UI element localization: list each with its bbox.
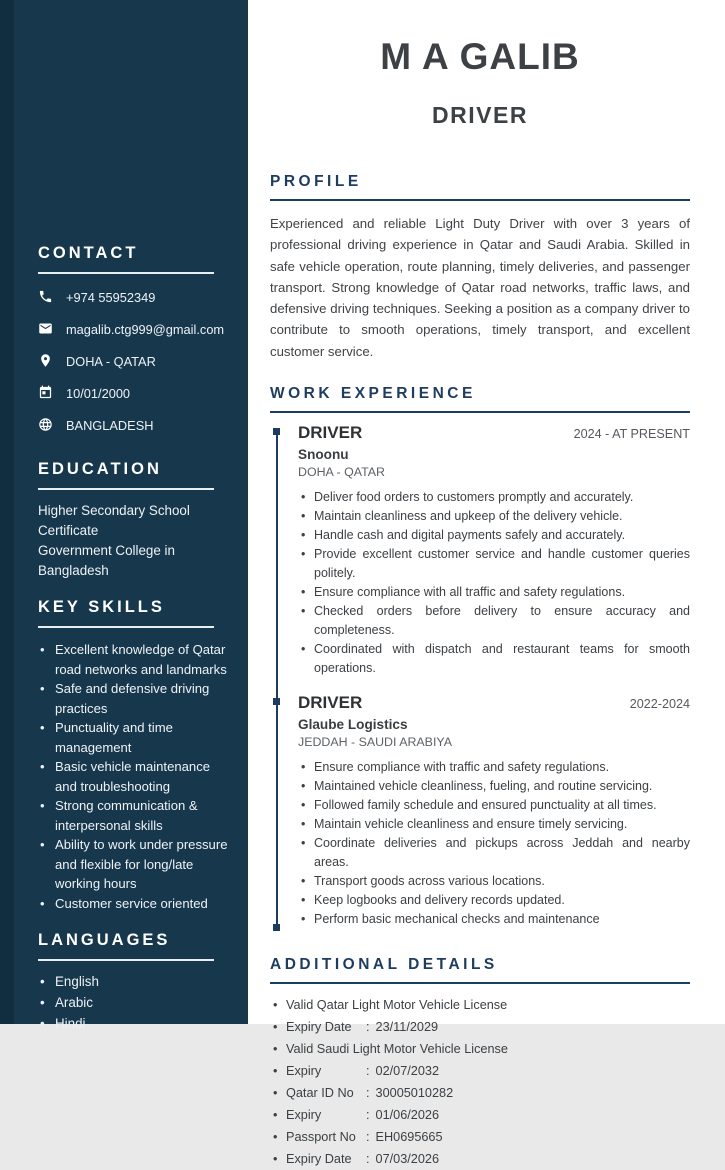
- language-item: • Arabic: [38, 992, 234, 1013]
- skill-item: • Safe and defensive driving practices: [38, 679, 234, 718]
- skill-item: • Punctuality and time management: [38, 718, 234, 757]
- detail-label: • Expiry: [286, 1064, 322, 1079]
- detail-value: 30005010282: [375, 1086, 454, 1101]
- timeline-dot: [273, 698, 280, 705]
- job-bullet: • Ensure compliance with all traffic and safety regulations.: [298, 583, 690, 602]
- contact-email-text: magalib.ctg999@gmail.com: [66, 322, 225, 337]
- detail-row: [270, 1016, 690, 1038]
- detail-row: [270, 1038, 690, 1060]
- education-heading: EDUCATION: [38, 460, 162, 478]
- job-bullet: • Maintain cleanliness and upkeep of the delivery vehicle.: [298, 507, 690, 526]
- profile-section: [270, 173, 690, 362]
- contact-item-birthdate: [38, 385, 234, 402]
- job-bullet: • Ensure compliance with traffic and safety regulations.: [298, 758, 690, 777]
- job-bullets: [298, 758, 690, 929]
- profile-heading: PROFILE: [270, 173, 362, 190]
- education-line: Bangladesh: [38, 563, 109, 578]
- detail-row: [270, 1082, 690, 1104]
- languages-section: [38, 931, 234, 1034]
- education-line: Government College in: [38, 543, 175, 558]
- key-skills-list: [38, 640, 234, 913]
- job-bullet: • Coordinate deliveries and pickups across Jeddah and nearby areas.: [298, 834, 690, 872]
- contact-location-text: DOHA - QATAR: [66, 354, 156, 369]
- detail-separator: :: [366, 1086, 370, 1101]
- detail-value: 01/06/2026: [375, 1108, 440, 1123]
- job-bullet: • Maintained vehicle cleanliness, fueling, and routine servicing.: [298, 777, 690, 796]
- skill-item: • Customer service oriented: [38, 894, 234, 914]
- contact-item-country: [38, 417, 234, 434]
- key-skills-heading: KEY SKILLS: [38, 598, 165, 616]
- detail-separator: :: [366, 1152, 370, 1167]
- detail-row: [270, 1148, 690, 1170]
- detail-value: 07/03/2026: [375, 1152, 440, 1167]
- calendar-icon: [38, 385, 53, 403]
- job-location: DOHA - QATAR: [298, 465, 385, 480]
- contact-section: [38, 244, 234, 434]
- education-text: [38, 501, 234, 581]
- skill-item: • Excellent knowledge of Qatar road networks and landmarks: [38, 640, 234, 679]
- detail-label: • Expiry Date: [286, 1152, 352, 1167]
- additional-details-section: [270, 956, 690, 1170]
- profile-text: Experienced and reliable Light Duty Driver with over 3 years of professional driving experience in Qatar and Saudi Arabia. Skilled in safe vehicle operation, route planning, timely deliveries, and passenger transport. Strong knowledge of Qatar road networks, traffic laws, and defensive driving techniques. Seeking a position as a company driver to contribute to smooth operations, timely transport, and excellent customer service.: [270, 216, 690, 359]
- timeline-dot: [273, 428, 280, 435]
- languages-heading: LANGUAGES: [38, 931, 171, 949]
- experience-timeline: [270, 423, 690, 929]
- education-line: Certificate: [38, 523, 99, 538]
- job-bullet: • Handle cash and digital payments safely and accurately.: [298, 526, 690, 545]
- skill-item: • Ability to work under pressure and flexible for long/late working hours: [38, 835, 234, 894]
- key-skills-section: [38, 598, 234, 913]
- detail-separator: :: [366, 1064, 370, 1079]
- job-bullet: • Followed family schedule and ensured punctuality at all times.: [298, 796, 690, 815]
- job-entry-snoonu: [298, 423, 690, 678]
- additional-details-list: [270, 994, 690, 1170]
- additional-details-heading: ADDITIONAL DETAILS: [270, 956, 498, 974]
- work-experience-section: [270, 385, 690, 929]
- contact-item-phone: [38, 289, 234, 306]
- detail-label: • Valid Saudi Light Motor Vehicle License: [286, 1042, 508, 1057]
- job-header: [298, 693, 690, 713]
- detail-value: 23/11/2029: [375, 1020, 439, 1035]
- contact-heading-rule: [38, 272, 214, 274]
- detail-label: • Passport No: [286, 1130, 356, 1145]
- additional-details-heading-rule: [270, 982, 690, 984]
- job-bullet: • Deliver food orders to customers promptly and accurately.: [298, 488, 690, 507]
- key-skills-heading-rule: [38, 626, 214, 628]
- detail-label: • Qatar ID No: [286, 1086, 354, 1101]
- languages-list: [38, 971, 234, 1034]
- job-bullet: • Checked orders before delivery to ensure accuracy and completeness.: [298, 602, 690, 640]
- contact-phone-text: +974 55952349: [66, 290, 156, 305]
- detail-value: EH0695665: [375, 1130, 443, 1145]
- detail-separator: :: [366, 1130, 370, 1145]
- detail-row: [270, 1060, 690, 1082]
- globe-icon: [38, 417, 53, 435]
- job-location: JEDDAH - SAUDI ARABIYA: [298, 735, 452, 750]
- contact-country-text: BANGLADESH: [66, 418, 154, 433]
- education-section: [38, 460, 234, 581]
- job-role: DRIVER: [298, 423, 363, 443]
- work-experience-heading: WORK EXPERIENCE: [270, 385, 476, 403]
- job-bullets: [298, 488, 690, 678]
- detail-value: 02/07/2032: [375, 1064, 440, 1079]
- skill-item: • Basic vehicle maintenance and troubleshooting: [38, 757, 234, 796]
- job-bullet: • Perform basic mechanical checks and maintenance: [298, 910, 690, 929]
- education-line: Higher Secondary School: [38, 503, 190, 518]
- main-content: [248, 0, 725, 1170]
- languages-heading-rule: [38, 959, 214, 961]
- envelope-icon: [38, 321, 53, 339]
- detail-row: [270, 1126, 690, 1148]
- candidate-name: M A GALIB: [380, 36, 580, 77]
- skill-item: • Strong communication & interpersonal skills: [38, 796, 234, 835]
- language-item: • English: [38, 971, 234, 992]
- sidebar: [0, 0, 248, 1031]
- detail-row: [270, 1104, 690, 1126]
- job-bullet: • Transport goods across various locations.: [298, 872, 690, 891]
- job-bullet: • Provide excellent customer service and handle customer queries politely.: [298, 545, 690, 583]
- phone-icon: [38, 289, 53, 307]
- language-item: • Hindi: [38, 1013, 234, 1034]
- job-bullet: • Keep logbooks and delivery records updated.: [298, 891, 690, 910]
- detail-label: • Valid Qatar Light Motor Vehicle License: [286, 998, 508, 1013]
- detail-label: • Expiry: [286, 1108, 322, 1123]
- profile-heading-rule: [270, 199, 690, 201]
- candidate-title: DRIVER: [432, 102, 528, 128]
- location-pin-icon: [38, 353, 53, 371]
- contact-list: [38, 289, 234, 434]
- job-bullet: • Coordinated with dispatch and restaurant teams for smooth operations.: [298, 640, 690, 678]
- job-entry-glaube-logistics: [298, 693, 690, 929]
- job-header: [298, 423, 690, 443]
- job-company: Glaube Logistics: [298, 717, 408, 733]
- detail-row: [270, 994, 690, 1016]
- detail-separator: :: [366, 1108, 370, 1123]
- detail-label: • Expiry Date: [286, 1020, 352, 1035]
- contact-heading: CONTACT: [38, 244, 139, 262]
- detail-separator: :: [366, 1020, 370, 1035]
- contact-birthdate-text: 10/01/2000: [66, 386, 131, 401]
- job-role: DRIVER: [298, 693, 363, 713]
- work-experience-heading-rule: [270, 411, 690, 413]
- contact-item-location: [38, 353, 234, 370]
- job-bullet: • Maintain vehicle cleanliness and ensure timely servicing.: [298, 815, 690, 834]
- job-dates: 2024 - AT PRESENT: [573, 427, 690, 442]
- job-company: Snoonu: [298, 447, 349, 463]
- education-heading-rule: [38, 488, 214, 490]
- contact-item-email: [38, 321, 234, 338]
- job-dates: 2022-2024: [629, 697, 690, 712]
